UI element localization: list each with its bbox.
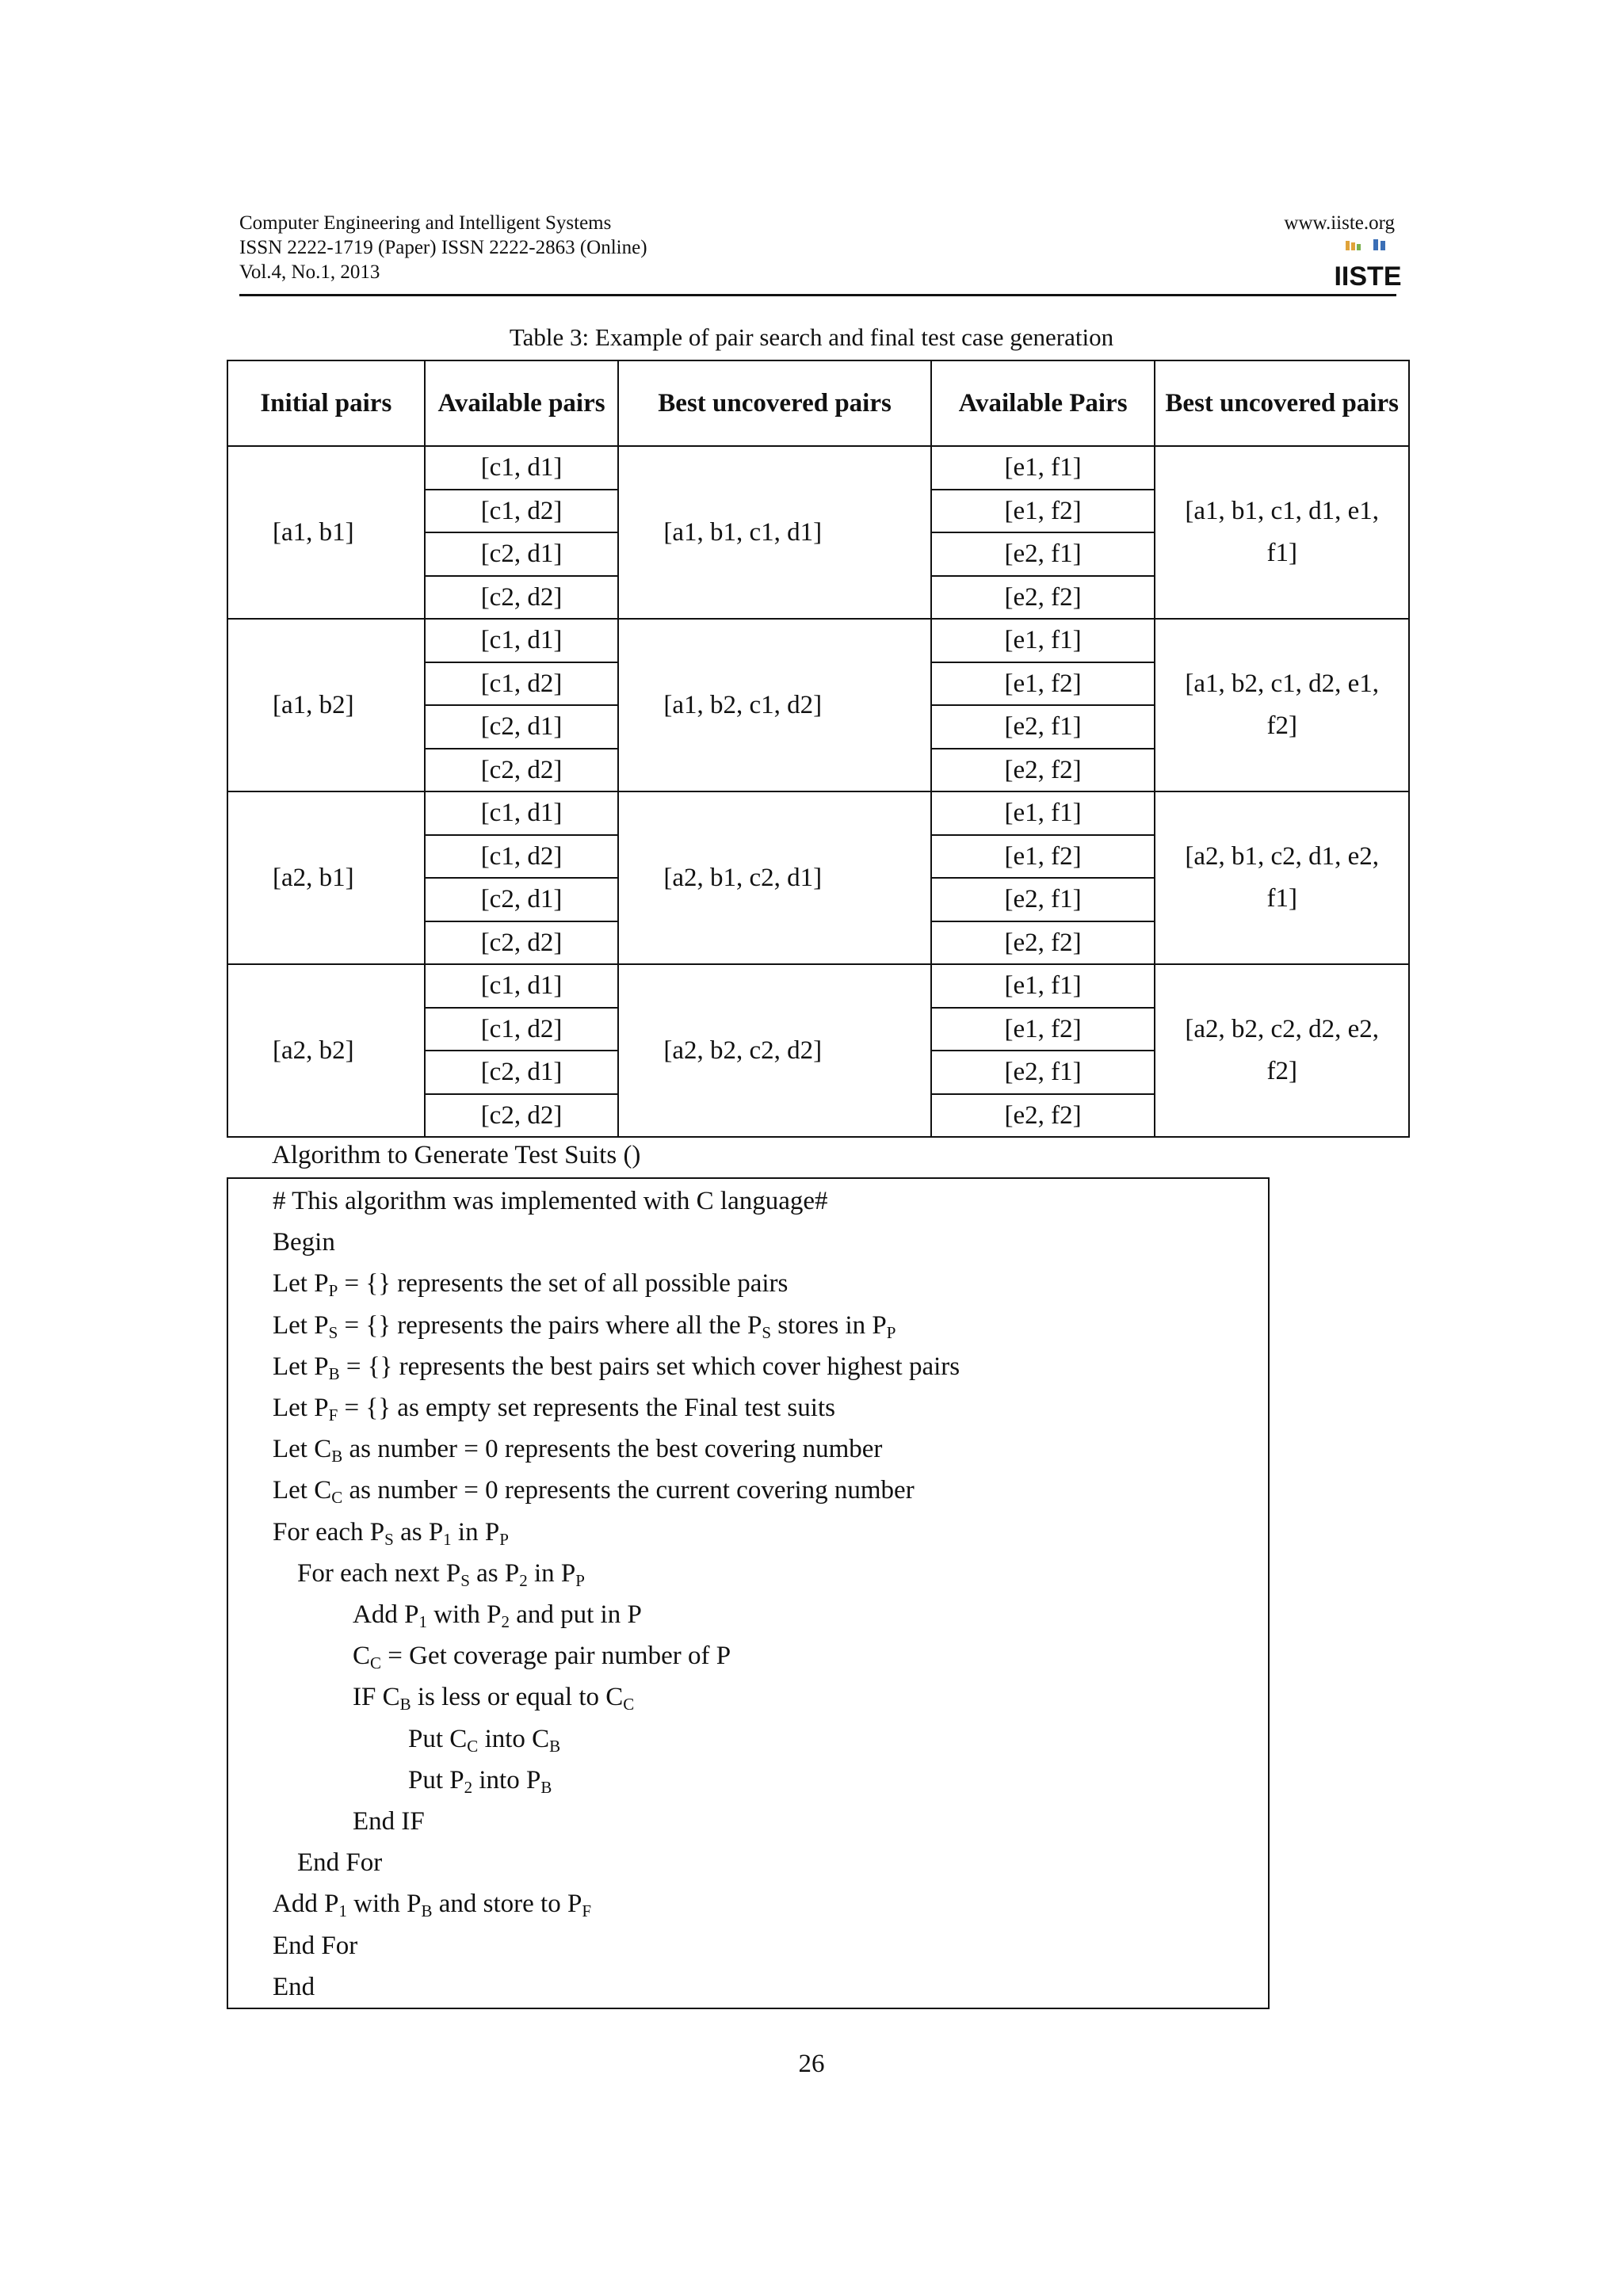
best-uncovered-cell: [a2, b2, c2, d2] bbox=[618, 964, 930, 1137]
algorithm-text: as P bbox=[393, 1517, 444, 1547]
algorithm-text: in P bbox=[527, 1558, 576, 1588]
subscript: C bbox=[370, 1653, 382, 1673]
subscript: P bbox=[328, 1281, 338, 1301]
table-row bbox=[227, 446, 1409, 490]
subscript: S bbox=[328, 1322, 338, 1342]
available-pair-cell: [c2, d1] bbox=[425, 532, 619, 576]
available-pair-2-cell: [e1, f2] bbox=[931, 662, 1155, 706]
journal-header bbox=[239, 211, 647, 284]
available-pair-2-cell: [e2, f2] bbox=[931, 576, 1155, 620]
algorithm-line bbox=[273, 1971, 315, 2003]
algorithm-line bbox=[273, 1474, 915, 1506]
algorithm-line bbox=[273, 1226, 335, 1258]
subscript: 2 bbox=[464, 1777, 473, 1797]
subscript: 2 bbox=[501, 1612, 510, 1631]
subscript: B bbox=[549, 1736, 561, 1756]
final-line-2: f2] bbox=[1266, 711, 1297, 740]
algorithm-line bbox=[273, 1930, 357, 1962]
algorithm-line bbox=[273, 1185, 828, 1217]
algorithm-text: with P bbox=[346, 1890, 422, 1919]
algorithm-text: End For bbox=[273, 1931, 358, 1960]
table-header-row bbox=[227, 360, 1409, 446]
algorithm-text: = {} represents the pairs where all the P bbox=[338, 1310, 762, 1340]
algorithm-text: Add P bbox=[353, 1600, 419, 1629]
header-rule bbox=[239, 294, 1396, 296]
subscript: B bbox=[399, 1695, 411, 1714]
algorithm-line bbox=[408, 1723, 560, 1755]
table-caption: Table 3: Example of pair search and final test case generation bbox=[509, 323, 1114, 351]
available-pair-2-cell: [e1, f1] bbox=[931, 619, 1155, 662]
available-pair-cell: [c1, d2] bbox=[425, 835, 619, 879]
available-pair-2-cell: [e2, f2] bbox=[931, 749, 1155, 792]
algorithm-line bbox=[273, 1310, 896, 1341]
algorithm-text: with P bbox=[426, 1600, 502, 1629]
final-line-1: [a2, b2, c2, d2, e2, bbox=[1185, 1015, 1380, 1043]
available-pair-2-cell: [e1, f1] bbox=[931, 791, 1155, 835]
algorithm-text: into C bbox=[478, 1724, 550, 1753]
algorithm-text: # This algorithm was implemented with C language# bbox=[273, 1187, 828, 1215]
available-pair-cell: [c1, d2] bbox=[425, 1008, 619, 1051]
algorithm-text: is less or equal to C bbox=[411, 1683, 624, 1712]
final-line-1: [a2, b1, c2, d1, e2, bbox=[1185, 842, 1380, 871]
algorithm-text: Let P bbox=[273, 1352, 329, 1381]
initial-pair-cell: [a1, b1] bbox=[227, 446, 425, 619]
best-uncovered-cell: [a1, b1, c1, d1] bbox=[618, 446, 930, 619]
subscript: B bbox=[328, 1363, 340, 1383]
final-test-case-cell bbox=[1155, 446, 1409, 619]
algorithm-text: Let P bbox=[273, 1394, 329, 1422]
subscript: C bbox=[467, 1736, 479, 1756]
subscript: F bbox=[328, 1405, 338, 1425]
subscript: 1 bbox=[443, 1529, 452, 1549]
best-uncovered-cell: [a1, b2, c1, d2] bbox=[618, 619, 930, 791]
algorithm-text: Add P bbox=[273, 1890, 339, 1919]
algorithm-line bbox=[353, 1640, 731, 1672]
algorithm-title: Algorithm to Generate Test Suits () bbox=[272, 1141, 641, 1169]
final-line-1: [a1, b1, c1, d1, e1, bbox=[1185, 497, 1380, 525]
final-test-case-cell bbox=[1155, 619, 1409, 791]
algorithm-text: = {} represents the best pairs set which cover highest pairs bbox=[339, 1352, 960, 1381]
journal-name: Computer Engineering and Intelligent Systems bbox=[239, 212, 612, 234]
col-best-uncovered-pairs-2: Best uncovered pairs bbox=[1155, 360, 1409, 446]
col-best-uncovered-pairs: Best uncovered pairs bbox=[618, 360, 930, 446]
algorithm-line bbox=[273, 1888, 591, 1920]
available-pair-2-cell: [e2, f1] bbox=[931, 705, 1155, 749]
algorithm-text: For each next P bbox=[297, 1558, 461, 1588]
pair-search-table bbox=[227, 360, 1410, 1138]
algorithm-text: and store to P bbox=[432, 1890, 582, 1919]
final-test-case-cell bbox=[1155, 964, 1409, 1137]
available-pair-2-cell: [e1, f2] bbox=[931, 835, 1155, 879]
available-pair-2-cell: [e1, f1] bbox=[931, 964, 1155, 1008]
initial-pair-cell: [a1, b2] bbox=[227, 619, 425, 791]
algorithm-text: C bbox=[353, 1642, 371, 1671]
algorithm-text: End bbox=[273, 1972, 315, 2001]
subscript: S bbox=[460, 1570, 470, 1590]
initial-pair-cell: [a2, b2] bbox=[227, 964, 425, 1137]
algorithm-text: in P bbox=[451, 1517, 500, 1547]
final-line-1: [a1, b2, c1, d2, e1, bbox=[1185, 669, 1380, 698]
initial-pair-cell: [a2, b1] bbox=[227, 791, 425, 964]
algorithm-text: End IF bbox=[353, 1807, 425, 1836]
algorithm-text: Let P bbox=[273, 1269, 329, 1299]
algorithm-line bbox=[297, 1847, 382, 1878]
journal-issn: ISSN 2222-1719 (Paper) ISSN 2222-2863 (Online) bbox=[239, 237, 647, 258]
subscript: P bbox=[575, 1570, 585, 1590]
subscript: 1 bbox=[338, 1901, 347, 1921]
algorithm-text: IF C bbox=[353, 1683, 400, 1712]
available-pair-2-cell: [e2, f1] bbox=[931, 878, 1155, 921]
available-pair-cell: [c2, d2] bbox=[425, 749, 619, 792]
subscript: S bbox=[384, 1529, 394, 1549]
available-pair-2-cell: [e1, f2] bbox=[931, 490, 1155, 533]
svg-text:IISTE: IISTE bbox=[1334, 261, 1402, 292]
final-line-2: f1] bbox=[1266, 884, 1297, 913]
available-pair-cell: [c2, d1] bbox=[425, 705, 619, 749]
algorithm-line bbox=[273, 1433, 882, 1465]
iiste-logo bbox=[1334, 236, 1402, 292]
subscript: C bbox=[623, 1695, 635, 1714]
subscript: P bbox=[499, 1529, 509, 1549]
page-number: 26 bbox=[798, 2050, 825, 2078]
available-pair-cell: [c1, d1] bbox=[425, 964, 619, 1008]
algorithm-text: as P bbox=[469, 1558, 520, 1588]
algorithm-line bbox=[353, 1681, 634, 1713]
algorithm-text: Put C bbox=[408, 1724, 468, 1753]
available-pair-cell: [c1, d2] bbox=[425, 662, 619, 706]
available-pair-cell: [c2, d2] bbox=[425, 921, 619, 965]
journal-website: www.iiste.org bbox=[1284, 212, 1395, 234]
algorithm-text: Let C bbox=[273, 1476, 332, 1505]
algorithm-line bbox=[273, 1516, 509, 1548]
algorithm-line bbox=[273, 1268, 788, 1299]
algorithm-text: into P bbox=[472, 1765, 541, 1794]
table-row bbox=[227, 619, 1409, 662]
algorithm-text: as number = 0 represents the current covering number bbox=[342, 1476, 915, 1505]
table-row bbox=[227, 791, 1409, 835]
algorithm-text: = Get coverage pair number of P bbox=[381, 1642, 731, 1671]
subscript: C bbox=[331, 1488, 343, 1508]
available-pair-2-cell: [e2, f2] bbox=[931, 921, 1155, 965]
final-line-2: f2] bbox=[1266, 1057, 1297, 1085]
subscript: S bbox=[762, 1322, 771, 1342]
table-row bbox=[227, 964, 1409, 1008]
algorithm-text: Let P bbox=[273, 1310, 329, 1340]
col-available-pairs: Available pairs bbox=[425, 360, 619, 446]
available-pair-cell: [c1, d1] bbox=[425, 446, 619, 490]
algorithm-line bbox=[353, 1806, 425, 1837]
subscript: B bbox=[331, 1447, 343, 1466]
algorithm-line bbox=[408, 1764, 552, 1796]
algorithm-text: = {} as empty set represents the Final test suits bbox=[338, 1394, 835, 1422]
algorithm-line bbox=[353, 1599, 642, 1630]
available-pair-2-cell: [e2, f2] bbox=[931, 1094, 1155, 1138]
available-pair-2-cell: [e2, f1] bbox=[931, 532, 1155, 576]
available-pair-cell: [c2, d1] bbox=[425, 878, 619, 921]
algorithm-text: Begin bbox=[273, 1228, 335, 1257]
algorithm-text: and put in P bbox=[509, 1600, 642, 1629]
available-pair-2-cell: [e2, f1] bbox=[931, 1051, 1155, 1094]
available-pair-2-cell: [e1, f2] bbox=[931, 1008, 1155, 1051]
algorithm-line bbox=[273, 1392, 835, 1424]
col-initial-pairs: Initial pairs bbox=[227, 360, 425, 446]
algorithm-box bbox=[227, 1177, 1270, 2009]
algorithm-text: = {} represents the set of all possible pairs bbox=[338, 1269, 789, 1299]
final-line-2: f1] bbox=[1266, 539, 1297, 567]
final-test-case-cell bbox=[1155, 791, 1409, 964]
subscript: 2 bbox=[519, 1570, 528, 1590]
algorithm-text: End For bbox=[297, 1848, 383, 1878]
journal-volume: Vol.4, No.1, 2013 bbox=[239, 261, 380, 283]
available-pair-2-cell: [e1, f1] bbox=[931, 446, 1155, 490]
algorithm-text: as number = 0 represents the best covering number bbox=[342, 1435, 883, 1464]
subscript: P bbox=[886, 1322, 896, 1342]
algorithm-text: Put P bbox=[408, 1765, 464, 1794]
available-pair-cell: [c1, d1] bbox=[425, 619, 619, 662]
subscript: F bbox=[582, 1901, 591, 1921]
algorithm-text: stores in P bbox=[771, 1310, 887, 1340]
subscript: 1 bbox=[418, 1612, 427, 1631]
algorithm-line bbox=[297, 1558, 585, 1589]
subscript: B bbox=[421, 1901, 433, 1921]
algorithm-line bbox=[273, 1351, 960, 1383]
available-pair-cell: [c1, d2] bbox=[425, 490, 619, 533]
available-pair-cell: [c1, d1] bbox=[425, 791, 619, 835]
algorithm-text: Let C bbox=[273, 1435, 332, 1464]
algorithm-text: For each P bbox=[273, 1517, 385, 1547]
available-pair-cell: [c2, d2] bbox=[425, 576, 619, 620]
col-available-pairs-2: Available Pairs bbox=[931, 360, 1155, 446]
best-uncovered-cell: [a2, b1, c2, d1] bbox=[618, 791, 930, 964]
subscript: B bbox=[540, 1777, 552, 1797]
available-pair-cell: [c2, d1] bbox=[425, 1051, 619, 1094]
available-pair-cell: [c2, d2] bbox=[425, 1094, 619, 1138]
